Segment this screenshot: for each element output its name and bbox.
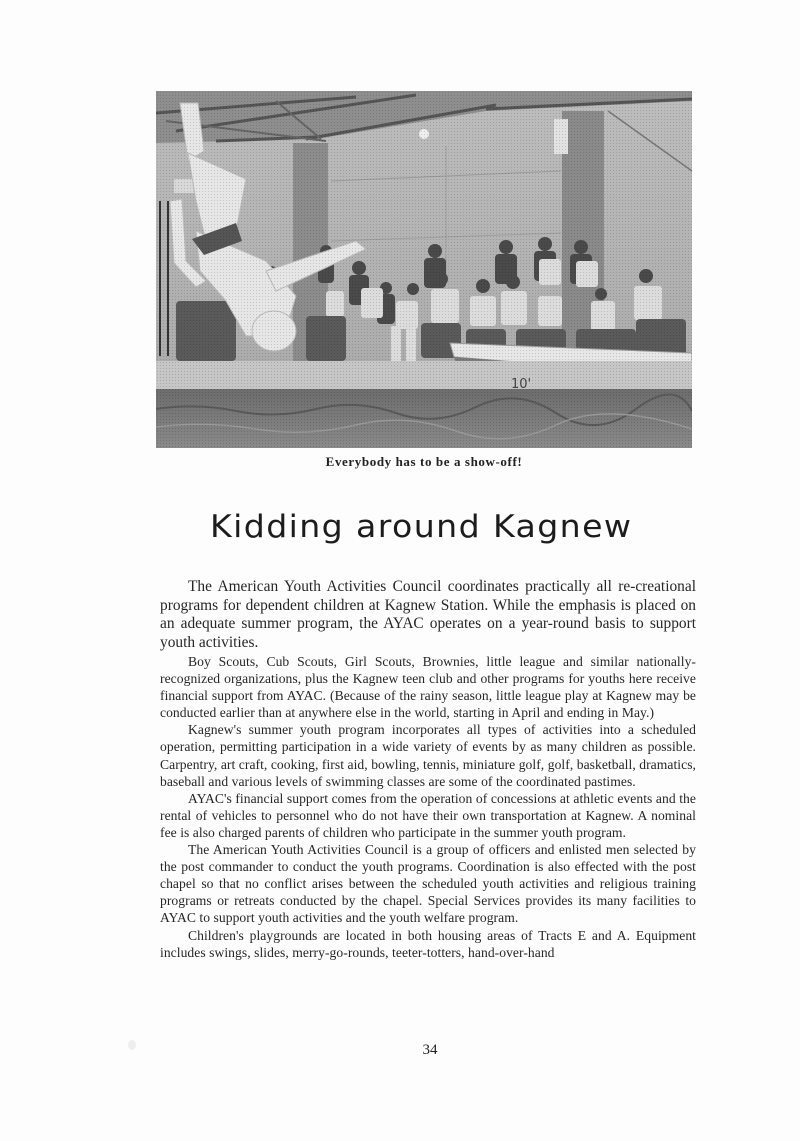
paragraph-4: AYAC's financial support comes from the operation of concessions at athletic events and the rental of vehicles to personnel who do not have their own transportation at Kagnew. A nominal fee is also charged parents of children who participate in the summer youth program. <box>160 790 696 840</box>
pool-diver-image <box>156 91 692 448</box>
paragraph-5: The American Youth Activities Council is a group of officers and enlisted men selected by the post commander to conduct the youth programs. Coordination is also effected with the post chapel so that no conflict arises between the scheduled youth activities and religious training programs or retreats conducted by the chapel. Special Services provides its many facilities to AYAC to support youth activities and the youth welfare program. <box>160 842 696 926</box>
paragraph-3: Kagnew's summer youth program incorporates all types of activities into a scheduled operation, permitting participation in a wide variety of events by as many children as possible. Carpentry, art craft, cooking, first aid, bowling, tennis, miniature golf, golf, basketball, dramatics, baseball and various levels of swimming classes are some of the coordinated pastimes. <box>160 722 696 789</box>
article-title: Kidding around Kagnew <box>210 509 633 545</box>
paragraph-1: The American Youth Activities Council coordinates practically all re‑creational programs for dependent children at Kagnew Station. While the emphasis is placed on an adequate summer program, the AYAC operates on a year-round basis to support youth activities. <box>160 578 696 651</box>
photo-caption: Everybody has to be a show-off! <box>325 454 523 469</box>
paragraph-2: Boy Scouts, Cub Scouts, Girl Scouts, Brownies, little league and similar nationally-recognized organizations, plus the Kagnew teen club and other programs for youths here receive financial support from AYAC. (Because of the rainy season, little league play at Kagnew may be conducted earlier than at anywhere else in the world, starting in April and ending in May.) <box>160 654 696 721</box>
diving-photo <box>156 91 692 448</box>
article-body <box>160 578 696 961</box>
bleed-through-texture <box>470 462 790 510</box>
paragraph-6: Children's playgrounds are located in both housing areas of Tracts E and A. Equipment includes swings, slides, merry-go-rounds, teeter-totters, hand-over-hand <box>160 927 696 960</box>
page-number: 34 <box>422 1042 438 1058</box>
